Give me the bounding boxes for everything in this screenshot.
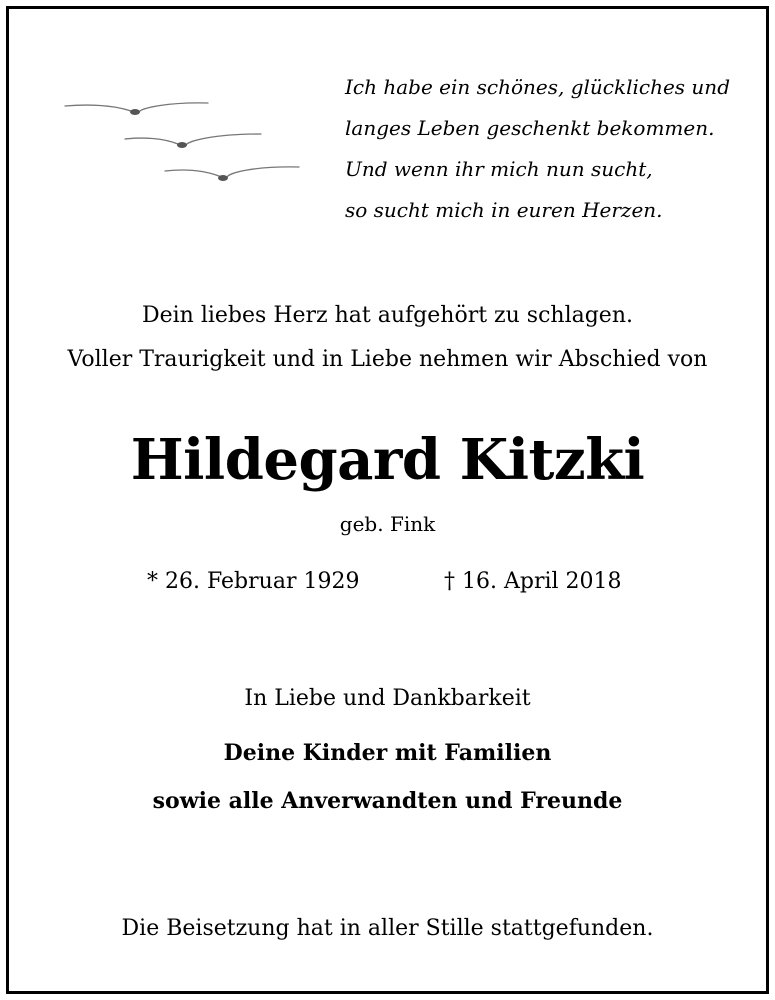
poem-line: Ich habe ein schönes, glückliches und [345,75,730,99]
deceased-name: Hildegard Kitzki [130,427,645,493]
poem-line: Und wenn ihr mich nun sucht, [345,157,653,181]
flying-birds-icon [63,94,308,194]
death-date: † 16. April 2018 [444,569,622,594]
intro-line-1: Dein liebes Herz hat aufgehört zu schlagen. [141,303,633,328]
birth-date: * 26. Februar 1929 [147,569,360,594]
mourners-line-2: sowie alle Anverwandten und Freunde [152,788,623,814]
poem-line: so sucht mich in euren Herzen. [345,198,663,222]
bird-icon [165,167,299,179]
obituary-frame [6,6,769,994]
burial-note: Die Beisetzung hat in aller Stille stattgefunden. [121,916,654,941]
intro-line-2: Voller Traurigkeit und in Liebe nehmen wir Abschied von [67,347,708,372]
gratitude-line: In Liebe und Dankbarkeit [244,686,531,711]
maiden-name: geb. Fink [339,512,436,536]
mourners-line-1: Deine Kinder mit Familien [223,740,552,766]
poem-line: langes Leben geschenkt bekommen. [345,116,715,140]
poem [345,67,745,231]
bird-icon [125,134,261,147]
